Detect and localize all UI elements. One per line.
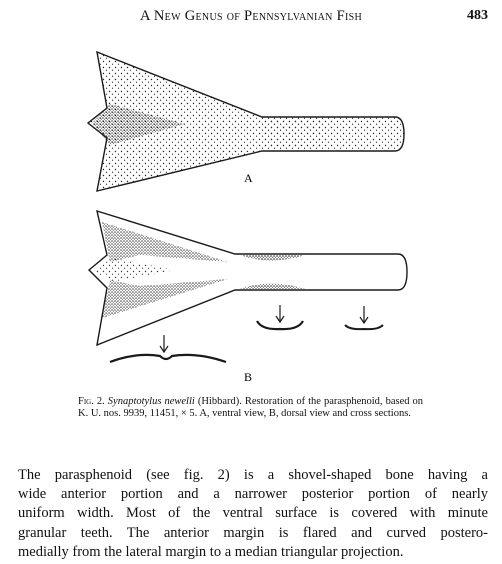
label-a: A [244, 171, 253, 185]
view-b-dorsal [89, 211, 407, 345]
cross-section-anterior [110, 335, 226, 362]
cross-section-posterior [345, 306, 383, 329]
page-header [0, 8, 502, 30]
body-line: The parasphenoid (see fig. 2) is a shovel-shaped bone having a [18, 467, 488, 483]
body-paragraph [18, 466, 488, 562]
body-line: medially from the lateral margin to a median triangular projection. [18, 543, 404, 560]
body-line: uniform width. Most of the ventral surface is covered with minute [18, 505, 488, 522]
view-b-outline [89, 211, 407, 345]
cross-section-middle [257, 305, 303, 329]
label-b: B [244, 370, 253, 384]
caption-fig-label: Fig. 2. [78, 396, 105, 407]
caption-text: Restoration of the parasphenoid, based on K. U. nos. 9939, 11451, × 5. A, ventral view, B, dorsal view and cross sections. [78, 396, 424, 419]
caption-species: Synaptotylus newelli [107, 396, 195, 407]
parasphenoid-figure [0, 30, 502, 392]
view-a-posterior-stipple [262, 118, 325, 150]
figure-caption [78, 396, 423, 419]
body-line: wide anterior portion and a narrower posterior portion of nearly [18, 486, 488, 503]
page-number: 483 [467, 8, 488, 23]
body-line: granular teeth. The anterior margin is flared and curved postero- [18, 524, 488, 541]
running-title: A New Genus of Pennsylvanian Fish [140, 8, 362, 24]
caption-authority: (Hibbard). [197, 396, 242, 407]
